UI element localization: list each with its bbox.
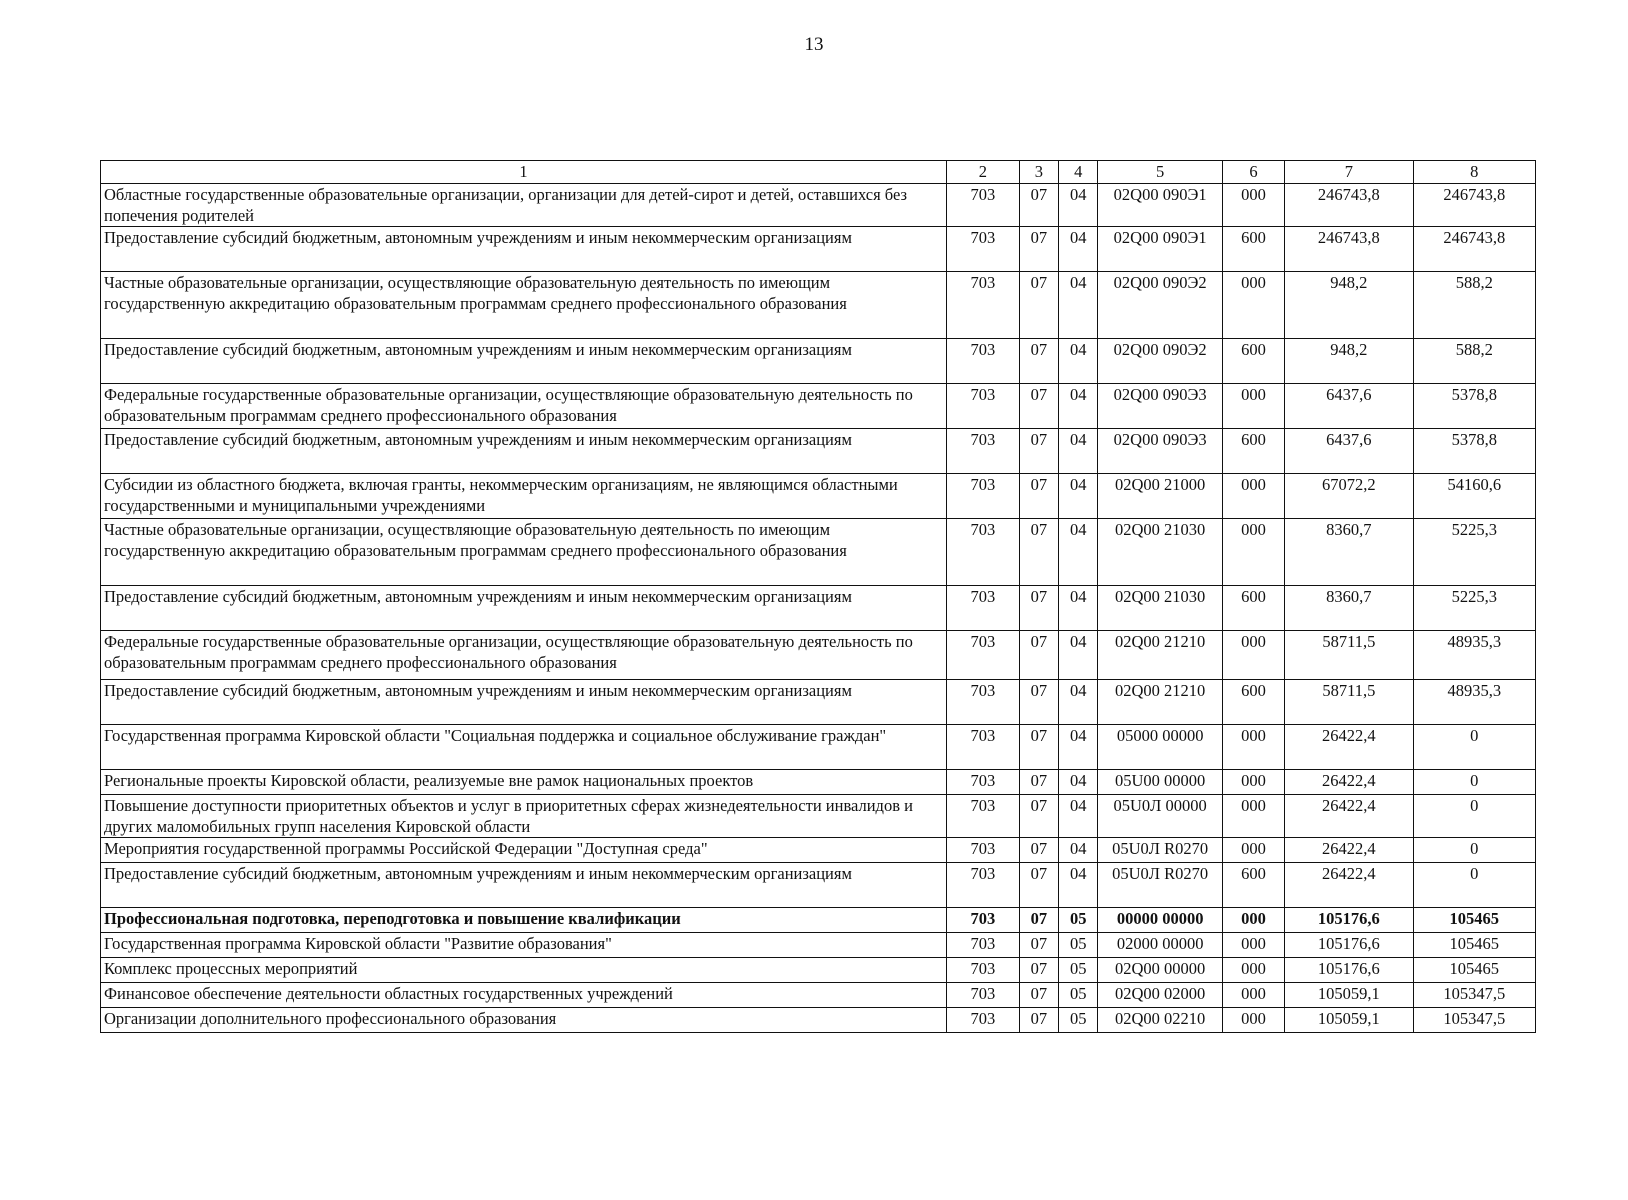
row-col-8: 5378,8 — [1413, 384, 1535, 429]
row-name: Комплекс процессных мероприятий — [101, 958, 947, 983]
row-col-6: 000 — [1222, 384, 1284, 429]
row-col-2: 703 — [947, 339, 1020, 384]
row-name: Профессиональная подготовка, переподготовка и повышение квалификации — [101, 908, 947, 933]
row-col-7: 105176,6 — [1285, 933, 1414, 958]
row-col-2: 703 — [947, 631, 1020, 680]
row-name: Предоставление субсидий бюджетным, автономным учреждениям и иным некоммерческим организациям — [101, 586, 947, 631]
row-col-8: 105347,5 — [1413, 983, 1535, 1008]
row-col-6: 000 — [1222, 908, 1284, 933]
row-col-4: 04 — [1059, 770, 1098, 795]
table-row — [101, 384, 1536, 429]
row-col-4: 04 — [1059, 339, 1098, 384]
row-col-3: 07 — [1019, 958, 1058, 983]
row-col-7: 26422,4 — [1285, 838, 1414, 863]
table-row — [101, 586, 1536, 631]
row-col-5: 02Q00 090Э3 — [1098, 429, 1222, 474]
row-col-8: 105465 — [1413, 933, 1535, 958]
row-col-7: 26422,4 — [1285, 725, 1414, 770]
row-col-5: 02Q00 090Э2 — [1098, 272, 1222, 339]
row-col-5: 02Q00 21000 — [1098, 474, 1222, 519]
row-col-6: 600 — [1222, 863, 1284, 908]
header-row — [101, 161, 1536, 184]
row-col-6: 000 — [1222, 474, 1284, 519]
table-row — [101, 631, 1536, 680]
budget-table — [100, 160, 1536, 1033]
row-col-3: 07 — [1019, 429, 1058, 474]
row-name: Федеральные государственные образовательные организации, осуществляющие образовательную деятельность по образовательным программам среднего профессионального образования — [101, 631, 947, 680]
row-col-3: 07 — [1019, 725, 1058, 770]
row-col-2: 703 — [947, 1008, 1020, 1033]
row-col-8: 0 — [1413, 770, 1535, 795]
row-col-5: 05U00 00000 — [1098, 770, 1222, 795]
row-col-7: 105176,6 — [1285, 958, 1414, 983]
row-col-3: 07 — [1019, 838, 1058, 863]
table-row — [101, 184, 1536, 227]
row-col-2: 703 — [947, 184, 1020, 227]
table-row — [101, 227, 1536, 272]
row-col-5: 05000 00000 — [1098, 725, 1222, 770]
row-col-4: 04 — [1059, 725, 1098, 770]
row-col-4: 05 — [1059, 908, 1098, 933]
row-col-5: 05U0Л R0270 — [1098, 863, 1222, 908]
row-col-2: 703 — [947, 933, 1020, 958]
table-row — [101, 519, 1536, 586]
row-col-7: 26422,4 — [1285, 795, 1414, 838]
row-col-8: 105347,5 — [1413, 1008, 1535, 1033]
row-col-6: 000 — [1222, 958, 1284, 983]
row-col-6: 600 — [1222, 680, 1284, 725]
row-col-3: 07 — [1019, 908, 1058, 933]
row-col-7: 8360,7 — [1285, 519, 1414, 586]
row-col-2: 703 — [947, 770, 1020, 795]
row-col-2: 703 — [947, 586, 1020, 631]
row-name: Государственная программа Кировской области "Развитие образования" — [101, 933, 947, 958]
row-col-2: 703 — [947, 272, 1020, 339]
row-col-5: 02Q00 090Э3 — [1098, 384, 1222, 429]
row-col-3: 07 — [1019, 384, 1058, 429]
row-col-8: 105465 — [1413, 958, 1535, 983]
row-col-8: 588,2 — [1413, 272, 1535, 339]
row-name: Повышение доступности приоритетных объектов и услуг в приоритетных сферах жизнедеятельности инвалидов и других маломобильных групп населения Кировской области — [101, 795, 947, 838]
row-col-4: 04 — [1059, 795, 1098, 838]
row-col-2: 703 — [947, 908, 1020, 933]
row-col-5: 02Q00 090Э1 — [1098, 184, 1222, 227]
row-col-6: 000 — [1222, 272, 1284, 339]
row-col-3: 07 — [1019, 184, 1058, 227]
header-col-3: 3 — [1019, 161, 1058, 184]
row-col-4: 04 — [1059, 519, 1098, 586]
row-col-8: 5225,3 — [1413, 586, 1535, 631]
row-col-2: 703 — [947, 863, 1020, 908]
row-col-3: 07 — [1019, 474, 1058, 519]
row-col-7: 105059,1 — [1285, 1008, 1414, 1033]
row-col-8: 54160,6 — [1413, 474, 1535, 519]
row-col-3: 07 — [1019, 519, 1058, 586]
row-col-8: 588,2 — [1413, 339, 1535, 384]
row-col-6: 600 — [1222, 227, 1284, 272]
row-col-3: 07 — [1019, 983, 1058, 1008]
row-name: Мероприятия государственной программы Российской Федерации "Доступная среда" — [101, 838, 947, 863]
row-col-2: 703 — [947, 795, 1020, 838]
row-col-4: 04 — [1059, 429, 1098, 474]
row-col-3: 07 — [1019, 339, 1058, 384]
row-col-4: 04 — [1059, 680, 1098, 725]
row-col-5: 02Q00 00000 — [1098, 958, 1222, 983]
row-col-6: 000 — [1222, 725, 1284, 770]
row-col-5: 02Q00 21210 — [1098, 680, 1222, 725]
row-col-8: 246743,8 — [1413, 227, 1535, 272]
row-col-4: 04 — [1059, 384, 1098, 429]
header-col-4: 4 — [1059, 161, 1098, 184]
row-col-3: 07 — [1019, 1008, 1058, 1033]
row-col-8: 5378,8 — [1413, 429, 1535, 474]
row-col-4: 04 — [1059, 227, 1098, 272]
table-row — [101, 339, 1536, 384]
row-name: Предоставление субсидий бюджетным, автономным учреждениям и иным некоммерческим организациям — [101, 227, 947, 272]
row-col-8: 105465 — [1413, 908, 1535, 933]
row-col-7: 246743,8 — [1285, 227, 1414, 272]
row-col-2: 703 — [947, 519, 1020, 586]
row-col-8: 246743,8 — [1413, 184, 1535, 227]
row-col-4: 04 — [1059, 586, 1098, 631]
row-col-7: 6437,6 — [1285, 384, 1414, 429]
row-name: Государственная программа Кировской области "Социальная поддержка и социальное обслуживание граждан" — [101, 725, 947, 770]
row-name: Организации дополнительного профессионального образования — [101, 1008, 947, 1033]
row-col-5: 02Q00 02210 — [1098, 1008, 1222, 1033]
row-col-2: 703 — [947, 680, 1020, 725]
table-row — [101, 725, 1536, 770]
row-col-7: 58711,5 — [1285, 631, 1414, 680]
row-col-5: 02000 00000 — [1098, 933, 1222, 958]
table-row — [101, 795, 1536, 838]
row-col-8: 0 — [1413, 863, 1535, 908]
table-row — [101, 474, 1536, 519]
table-row — [101, 429, 1536, 474]
row-col-5: 02Q00 02000 — [1098, 983, 1222, 1008]
row-col-4: 04 — [1059, 272, 1098, 339]
row-col-3: 07 — [1019, 863, 1058, 908]
row-name: Частные образовательные организации, осуществляющие образовательную деятельность по имеющим государственную аккредитацию образовательным программам среднего профессионального образования — [101, 519, 947, 586]
header-col-8: 8 — [1413, 161, 1535, 184]
row-col-4: 04 — [1059, 863, 1098, 908]
row-name: Федеральные государственные образовательные организации, осуществляющие образовательную деятельность по образовательным программам среднего профессионального образования — [101, 384, 947, 429]
row-col-5: 02Q00 090Э1 — [1098, 227, 1222, 272]
row-col-7: 105176,6 — [1285, 908, 1414, 933]
row-col-2: 703 — [947, 838, 1020, 863]
row-col-3: 07 — [1019, 631, 1058, 680]
row-col-2: 703 — [947, 958, 1020, 983]
row-col-7: 105059,1 — [1285, 983, 1414, 1008]
row-col-6: 000 — [1222, 770, 1284, 795]
row-col-7: 67072,2 — [1285, 474, 1414, 519]
row-name: Частные образовательные организации, осуществляющие образовательную деятельность по имеющим государственную аккредитацию образовательным программам среднего профессионального образования — [101, 272, 947, 339]
row-col-5: 02Q00 090Э2 — [1098, 339, 1222, 384]
row-col-2: 703 — [947, 725, 1020, 770]
row-col-8: 0 — [1413, 795, 1535, 838]
header-col-7: 7 — [1285, 161, 1414, 184]
row-col-3: 07 — [1019, 586, 1058, 631]
header-col-6: 6 — [1222, 161, 1284, 184]
header-col-5: 5 — [1098, 161, 1222, 184]
table-row — [101, 933, 1536, 958]
row-col-3: 07 — [1019, 933, 1058, 958]
row-col-7: 26422,4 — [1285, 863, 1414, 908]
row-col-4: 05 — [1059, 983, 1098, 1008]
row-col-7: 948,2 — [1285, 272, 1414, 339]
header-col-2: 2 — [947, 161, 1020, 184]
row-col-6: 600 — [1222, 429, 1284, 474]
row-col-8: 48935,3 — [1413, 631, 1535, 680]
row-col-2: 703 — [947, 429, 1020, 474]
table-row — [101, 838, 1536, 863]
row-col-3: 07 — [1019, 680, 1058, 725]
row-col-7: 26422,4 — [1285, 770, 1414, 795]
row-col-3: 07 — [1019, 795, 1058, 838]
row-name: Областные государственные образовательные организации, организации для детей-сирот и детей, оставшихся без попечения родителей — [101, 184, 947, 227]
row-col-4: 05 — [1059, 1008, 1098, 1033]
row-col-5: 05U0Л 00000 — [1098, 795, 1222, 838]
row-col-2: 703 — [947, 983, 1020, 1008]
page-number: 13 — [804, 34, 824, 55]
header-col-1: 1 — [101, 161, 947, 184]
row-col-4: 04 — [1059, 631, 1098, 680]
row-name: Финансовое обеспечение деятельности областных государственных учреждений — [101, 983, 947, 1008]
row-col-7: 8360,7 — [1285, 586, 1414, 631]
row-col-6: 000 — [1222, 795, 1284, 838]
table-row — [101, 983, 1536, 1008]
row-col-8: 48935,3 — [1413, 680, 1535, 725]
row-col-5: 02Q00 21030 — [1098, 519, 1222, 586]
row-col-7: 246743,8 — [1285, 184, 1414, 227]
table-row — [101, 272, 1536, 339]
table-row — [101, 1008, 1536, 1033]
row-name: Предоставление субсидий бюджетным, автономным учреждениям и иным некоммерческим организациям — [101, 863, 947, 908]
row-col-6: 000 — [1222, 1008, 1284, 1033]
row-col-4: 05 — [1059, 933, 1098, 958]
row-col-7: 948,2 — [1285, 339, 1414, 384]
row-name: Предоставление субсидий бюджетным, автономным учреждениям и иным некоммерческим организациям — [101, 429, 947, 474]
table-row — [101, 908, 1536, 933]
row-col-7: 58711,5 — [1285, 680, 1414, 725]
row-col-6: 600 — [1222, 339, 1284, 384]
table-row — [101, 958, 1536, 983]
row-name: Предоставление субсидий бюджетным, автономным учреждениям и иным некоммерческим организациям — [101, 680, 947, 725]
row-col-8: 0 — [1413, 838, 1535, 863]
row-col-6: 000 — [1222, 983, 1284, 1008]
row-name: Субсидии из областного бюджета, включая гранты, некоммерческим организациям, не являющимся областными государственными и муниципальными учреждениями — [101, 474, 947, 519]
row-col-2: 703 — [947, 474, 1020, 519]
row-col-5: 05U0Л R0270 — [1098, 838, 1222, 863]
row-col-2: 703 — [947, 227, 1020, 272]
row-col-2: 703 — [947, 384, 1020, 429]
row-name: Региональные проекты Кировской области, реализуемые вне рамок национальных проектов — [101, 770, 947, 795]
row-col-3: 07 — [1019, 272, 1058, 339]
row-col-3: 07 — [1019, 770, 1058, 795]
row-col-4: 05 — [1059, 958, 1098, 983]
row-col-5: 00000 00000 — [1098, 908, 1222, 933]
table-row — [101, 680, 1536, 725]
row-col-6: 000 — [1222, 838, 1284, 863]
row-col-4: 04 — [1059, 474, 1098, 519]
row-col-7: 6437,6 — [1285, 429, 1414, 474]
row-col-8: 5225,3 — [1413, 519, 1535, 586]
row-col-6: 000 — [1222, 184, 1284, 227]
row-col-5: 02Q00 21030 — [1098, 586, 1222, 631]
row-col-8: 0 — [1413, 725, 1535, 770]
row-col-4: 04 — [1059, 184, 1098, 227]
row-col-4: 04 — [1059, 838, 1098, 863]
row-col-6: 000 — [1222, 933, 1284, 958]
row-col-3: 07 — [1019, 227, 1058, 272]
row-col-5: 02Q00 21210 — [1098, 631, 1222, 680]
table-row — [101, 770, 1536, 795]
row-col-6: 000 — [1222, 631, 1284, 680]
row-col-6: 600 — [1222, 586, 1284, 631]
row-col-6: 000 — [1222, 519, 1284, 586]
table-row — [101, 863, 1536, 908]
table-body — [101, 184, 1536, 1033]
row-name: Предоставление субсидий бюджетным, автономным учреждениям и иным некоммерческим организациям — [101, 339, 947, 384]
